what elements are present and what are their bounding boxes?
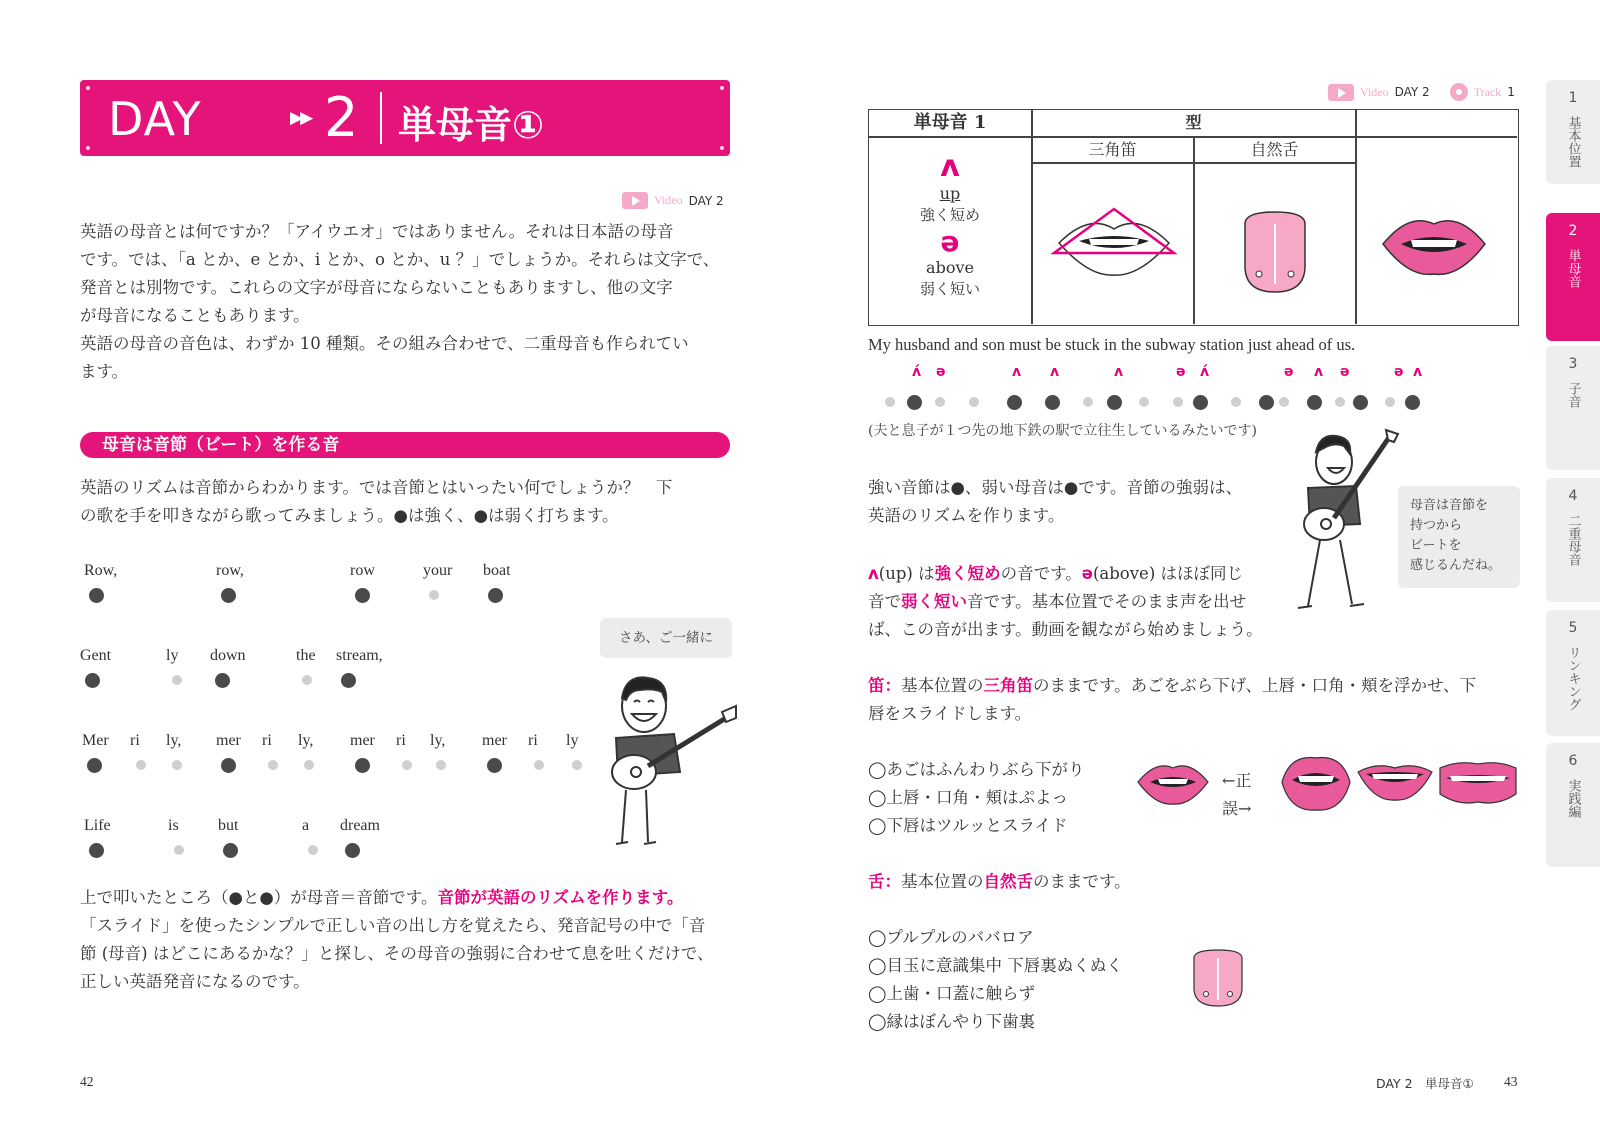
weak-beat-dot [1385,397,1395,407]
song-word: dream [340,817,380,834]
rhythm-paragraph: 英語のリズムは音節からわかります。では音節とはいったい何でしょうか？ 下 の歌を手を叩きながら歌ってみましょう。●は強く、●は弱く打ちます。 [80,478,673,525]
weak-beat-dot [172,760,182,770]
conclusion-paragraph: 上で叩いたところ（●と●）が母音＝音節です。音節が英語のリズムを作ります。 「スライド」を使ったシンプルで正しい音の出し方を覚えたら、発音記号の中で「音 節 (母音) はどこにあるかな？」と探し、その母音の強弱に合わせて息を吐くだけで、 正しい英語発音になるのです。 [80,888,714,991]
weak-beat-dot [1279,397,1289,407]
song-word: ly [566,732,579,749]
chapter-tab-4[interactable] [1546,478,1600,602]
table-sub-header-tongue: 自然舌 [1250,140,1299,159]
list-item: ◯縁はぼんやり下歯裏 [868,1012,1035,1031]
strong-beat-dot [1045,395,1060,410]
natural-tongue-small-illustration [1188,948,1248,1008]
strong-beat-dot [1193,395,1208,410]
weak-beat-dot [302,675,312,685]
song-word: ly, [298,732,314,749]
banner-arrow-icon: ▶▶ [290,108,311,128]
pink-lips-illustration [1379,210,1489,280]
strong-beat-dot [221,588,236,603]
weak-beat-dot [402,760,412,770]
page-number-right: 43 [1504,1074,1518,1089]
weak-beat-dot [436,760,446,770]
table-col-header-type: 型 [1185,113,1202,132]
weak-beat-dot [136,760,146,770]
running-footer: DAY 2 単母音① [1376,1076,1474,1091]
table-vowel-cell: ʌ up 強く短め ə above 弱く短い [869,150,1031,300]
song-word: your [423,562,453,579]
strong-beat-dot [221,758,236,773]
table-sub-header-flute: 三角笛 [1088,140,1137,159]
chapter-tab-number: 2 [1568,223,1578,239]
phonetic-mark: ʌ [1314,364,1324,380]
triangle-flute-lips-illustration [1049,205,1179,285]
chapter-tab-number: 6 [1568,753,1578,769]
table-col-header-vowel: 単母音 1 [913,112,987,133]
phonetic-mark: ə [1284,364,1294,380]
chapter-tab-2[interactable] [1546,213,1600,341]
list-item: ◯下唇はツルッとスライド [868,816,1068,835]
weak-beat-dot [1139,397,1149,407]
weak-beat-dot [172,675,182,685]
chapter-tab-3[interactable] [1546,346,1600,470]
strong-beat-dot [355,758,370,773]
chapter-tab-number: 4 [1568,488,1578,504]
strong-beat-dot [487,758,502,773]
video-play-icon[interactable] [1328,84,1354,101]
natural-tongue-illustration [1237,210,1313,294]
weak-beat-dot [1173,397,1183,407]
song-word: is [168,817,179,834]
phonetic-mark: ə [936,364,946,380]
weak-beat-dot [534,760,544,770]
page-title: 単母音① [398,103,545,147]
vowel-table [868,109,1519,326]
chapter-tab-label: 子音 [1565,382,1581,408]
strong-beat-dot [1405,395,1420,410]
right-media-chips: Video DAY 2 Track 1 [1328,83,1515,101]
banner-day-number: 2 [324,86,359,149]
strong-beat-dot [215,673,230,688]
chapter-tab-6[interactable] [1546,743,1600,867]
weak-beat-dot [935,397,945,407]
weak-beat-dot [572,760,582,770]
song-word: mer [216,732,241,749]
song-word: ri [396,732,406,749]
song-word: mer [482,732,507,749]
song-word: ri [528,732,538,749]
tongue-description: 舌：基本位置の自然舌のままです。 [868,872,1131,891]
strong-beat-dot [1007,395,1022,410]
song-word: boat [483,562,511,579]
wrong-lips-1-illustration [1280,752,1352,814]
section-heading: 母音は音節（ビート）を作る音 [80,432,730,458]
chapter-tab-number: 3 [1568,356,1578,372]
wrong-lips-3-illustration [1438,758,1518,808]
phonetic-mark: ʌ [1050,364,1060,380]
strong-beat-dot [1107,395,1122,410]
correct-label: ←正 [1222,771,1252,790]
chapter-tab-label: 基本位置 [1565,116,1581,168]
weak-beat-dot [1083,397,1093,407]
chapter-tab-5[interactable] [1546,610,1600,736]
wrong-lips-2-illustration [1356,760,1434,804]
strong-beat-dot [345,843,360,858]
phonetic-mark: ʌ [1413,364,1423,380]
list-item: ◯上歯・口蓋に触らず [868,984,1035,1003]
phonetic-mark: ə [1176,364,1186,380]
song-word: a [302,817,310,834]
strong-beat-dot [355,588,370,603]
translation: (夫と息子が１つ先の地下鉄の駅で立往生しているみたいです) [868,423,1257,439]
strong-beat-dot [1353,395,1368,410]
flute-description: 笛：基本位置の三角笛のままです。あごをぶら下げ、上唇・口角・頬を浮かせ、下 唇をスライドします。 [868,676,1477,723]
track-icon[interactable] [1450,83,1468,101]
song-word: Gent [80,647,112,664]
song-word: ly, [430,732,446,749]
wrong-label: 誤→ [1222,799,1252,818]
guitar-player-illustration-right [1294,428,1404,628]
correct-lips-illustration [1136,758,1210,808]
strong-weak-paragraph: 強い音節は●、弱い母音は●です。音節の強弱は、 英語のリズムを作ります。 [868,478,1242,525]
tongue-checklist [868,924,1168,1036]
song-word: ri [130,732,140,749]
song-word: mer [350,732,375,749]
phonetic-mark: ʌ́ [912,364,922,380]
song-word: ly, [166,732,182,749]
page-number-left: 42 [80,1074,94,1089]
chapter-tab-label: 二重母音 [1565,514,1581,566]
song-word: ly [166,647,179,664]
list-item: ◯プルプルのババロア [868,928,1034,947]
speech-bubble-left: さあ、ご一緒に [600,618,732,658]
phonetic-mark: ə [1394,364,1404,380]
example-sentence: My husband and son must be stuck in the subway station just ahead of us. [868,335,1356,354]
strong-beat-dot [87,758,102,773]
symbol-caret: ʌ [940,149,960,184]
song-word: the [296,647,316,664]
weak-beat-dot [969,397,979,407]
weak-beat-dot [429,590,439,600]
chapter-tab-1[interactable] [1546,80,1600,184]
strong-beat-dot [341,673,356,688]
chapter-tab-number: 1 [1568,90,1578,106]
song-word: Mer [82,732,109,749]
guitar-player-illustration [596,672,746,862]
song-word: Row, [84,562,118,579]
list-item: ◯目玉に意識集中 下唇裏ぬくぬく [868,956,1123,975]
strong-beat-dot [488,588,503,603]
song-word: row [350,562,375,579]
weak-beat-dot [1335,397,1345,407]
video-chip[interactable]: Video DAY 2 [622,192,724,209]
banner-divider [380,92,382,144]
chapter-tab-label: 実践編 [1565,779,1581,818]
chapter-tab-number: 5 [1568,620,1578,636]
phonetic-mark: ʌ [1114,364,1124,380]
video-play-icon [622,192,648,209]
flute-checklist [868,756,1128,840]
chapter-tab-label: リンキング [1565,646,1581,711]
weak-beat-dot [174,845,184,855]
phonetic-mark: ʌ [1012,364,1022,380]
phonetic-mark: ə [1340,364,1350,380]
song-word: row, [216,562,244,579]
song-word: ri [262,732,272,749]
weak-beat-dot [268,760,278,770]
banner-day-label: DAY [108,92,202,146]
symbol-schwa: ə [940,225,960,258]
day-banner [80,80,730,156]
intro-paragraph: 英語の母音とは何ですか？「アイウエオ」ではありません。それは日本語の母音 です。では、「a とか、e とか、i とか、o とか、u ？」でしょうか。それらは文字で、 発音とは別物です。これらの文字が母音にならないこともありますし、他の文字 が母音になることもあります。 英語の母音の音色は、わずか 10 種類。その組み合わせで、二重母音も作られてい ます。 [80,222,720,381]
strong-beat-dot [85,673,100,688]
strong-beat-dot [1307,395,1322,410]
list-item: ◯あごはふんわりぶら下がり [868,760,1085,779]
weak-beat-dot [1231,397,1241,407]
strong-beat-dot [1259,395,1274,410]
song-word: down [210,647,246,664]
song-word: but [218,817,239,834]
vowel-description: ʌ(up) は強く短めの音です。ə(above) はほぼ同じ 音で弱く短い音です。基本位置でそのまま声を出せ ば、この音が出ます。動画を観ながら始めましょう。 [868,564,1263,639]
strong-beat-dot [89,588,104,603]
chapter-tab-label: 単母音 [1565,249,1581,288]
song-word: stream, [336,647,383,664]
speech-bubble-right: 母音は音節を 持つから ビートを 感じるんだね。 [1398,486,1520,588]
strong-beat-dot [89,843,104,858]
list-item: ◯上唇・口角・頬はぷよっ [868,788,1068,807]
weak-beat-dot [885,397,895,407]
song-word: Life [84,817,111,834]
phonetic-mark: ʌ́ [1200,364,1210,380]
strong-beat-dot [907,395,922,410]
weak-beat-dot [308,845,318,855]
strong-beat-dot [223,843,238,858]
weak-beat-dot [304,760,314,770]
